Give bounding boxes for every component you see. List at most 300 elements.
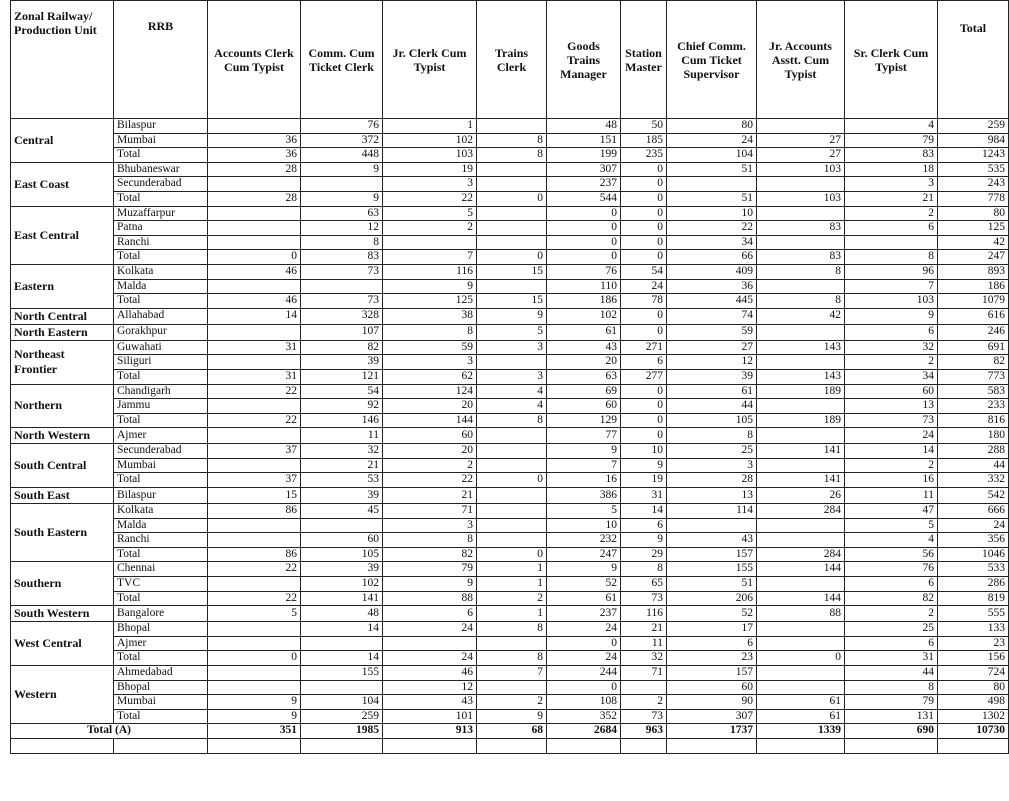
value-cell: 233 xyxy=(938,399,1009,414)
rrb-name-cell: Patna xyxy=(114,221,208,236)
value-cell: 24 xyxy=(383,651,477,666)
rrb-name-cell: Kolkata xyxy=(114,504,208,519)
value-cell: 5 xyxy=(383,206,477,221)
table-row xyxy=(11,577,1009,592)
value-cell: 778 xyxy=(938,191,1009,206)
value-cell: 11 xyxy=(621,636,667,651)
value-cell xyxy=(477,636,547,651)
value-cell: 232 xyxy=(547,533,621,548)
value-cell: 247 xyxy=(547,547,621,562)
value-cell: 129 xyxy=(547,413,621,428)
value-cell: 61 xyxy=(547,591,621,606)
rrb-name-cell: Mumbai xyxy=(114,695,208,710)
value-cell: 307 xyxy=(547,162,621,177)
table-row xyxy=(11,355,1009,370)
value-cell: 80 xyxy=(938,680,1009,695)
value-cell xyxy=(477,458,547,473)
value-cell: 125 xyxy=(383,294,477,309)
table-body xyxy=(11,119,1009,754)
value-cell: 984 xyxy=(938,133,1009,148)
table-row xyxy=(11,488,1009,504)
value-cell: 73 xyxy=(301,264,383,279)
value-cell: 157 xyxy=(667,666,757,681)
value-cell: 22 xyxy=(383,473,477,488)
value-cell: 6 xyxy=(621,355,667,370)
value-cell: 14 xyxy=(208,308,301,324)
zone-name-cell: East Coast xyxy=(11,162,114,206)
value-cell xyxy=(383,636,477,651)
value-cell: 31 xyxy=(845,651,938,666)
value-cell: 10 xyxy=(667,206,757,221)
value-cell xyxy=(757,206,845,221)
value-cell: 19 xyxy=(383,162,477,177)
value-cell: 7 xyxy=(383,250,477,265)
zone-name-cell: North Western xyxy=(11,428,114,444)
value-cell: 12 xyxy=(301,221,383,236)
value-cell: 9 xyxy=(477,709,547,724)
value-cell: 8 xyxy=(621,562,667,577)
recruitment-table-sheet xyxy=(10,0,1005,754)
value-cell: 0 xyxy=(621,177,667,192)
value-cell: 37 xyxy=(208,444,301,459)
zone-name-cell: East Central xyxy=(11,206,114,264)
value-cell: 4 xyxy=(845,119,938,134)
value-cell: 22 xyxy=(208,413,301,428)
value-cell: 2 xyxy=(845,606,938,622)
value-cell: 155 xyxy=(301,666,383,681)
value-cell: 83 xyxy=(301,250,383,265)
rrb-name-cell: Bangalore xyxy=(114,606,208,622)
value-cell: 0 xyxy=(621,250,667,265)
value-cell: 185 xyxy=(621,133,667,148)
value-cell: 32 xyxy=(621,651,667,666)
column-header-accounts-clerk: Accounts Clerk Cum Typist xyxy=(208,1,301,119)
value-cell: 121 xyxy=(301,369,383,384)
value-cell xyxy=(208,458,301,473)
value-cell: 21 xyxy=(845,191,938,206)
value-cell: 29 xyxy=(621,547,667,562)
value-cell xyxy=(757,355,845,370)
table-row xyxy=(11,279,1009,294)
value-cell: 21 xyxy=(383,488,477,504)
value-cell: 2 xyxy=(845,206,938,221)
column-header-comm-ticket-clerk: Comm. Cum Ticket Clerk xyxy=(301,1,383,119)
value-cell xyxy=(208,399,301,414)
value-cell: 90 xyxy=(667,695,757,710)
rrb-name-cell: TVC xyxy=(114,577,208,592)
value-cell: 52 xyxy=(667,606,757,622)
zone-total-row xyxy=(11,148,1009,163)
value-cell: 180 xyxy=(938,428,1009,444)
value-cell: 61 xyxy=(547,324,621,340)
zone-total-row xyxy=(11,369,1009,384)
rrb-name-cell: Total xyxy=(114,651,208,666)
grand-total-value-cell: 913 xyxy=(383,724,477,739)
value-cell: 83 xyxy=(757,250,845,265)
value-cell: 6 xyxy=(621,518,667,533)
value-cell: 36 xyxy=(208,133,301,148)
rrb-name-cell: Total xyxy=(114,250,208,265)
value-cell: 78 xyxy=(621,294,667,309)
rrb-name-cell: Ajmer xyxy=(114,636,208,651)
value-cell xyxy=(208,177,301,192)
value-cell: 18 xyxy=(845,162,938,177)
empty-cell xyxy=(301,738,383,753)
value-cell: 893 xyxy=(938,264,1009,279)
value-cell: 12 xyxy=(667,355,757,370)
value-cell: 27 xyxy=(757,148,845,163)
value-cell: 102 xyxy=(301,577,383,592)
column-header-station-master: Station Master xyxy=(621,1,667,119)
grand-total-label: Total (A) xyxy=(11,724,208,739)
rrb-name-cell: Total xyxy=(114,591,208,606)
rrb-name-cell: Jammu xyxy=(114,399,208,414)
value-cell: 6 xyxy=(845,324,938,340)
value-cell xyxy=(477,680,547,695)
value-cell: 691 xyxy=(938,340,1009,355)
value-cell: 9 xyxy=(383,279,477,294)
value-cell: 44 xyxy=(667,399,757,414)
value-cell: 0 xyxy=(477,547,547,562)
value-cell: 22 xyxy=(383,191,477,206)
value-cell: 24 xyxy=(938,518,1009,533)
value-cell xyxy=(757,279,845,294)
rrb-name-cell: Total xyxy=(114,294,208,309)
value-cell xyxy=(757,428,845,444)
value-cell xyxy=(477,177,547,192)
value-cell: 6 xyxy=(667,636,757,651)
value-cell xyxy=(757,636,845,651)
value-cell: 80 xyxy=(938,206,1009,221)
value-cell: 60 xyxy=(547,399,621,414)
value-cell: 141 xyxy=(301,591,383,606)
zone-name-cell: South East xyxy=(11,488,114,504)
zone-total-row xyxy=(11,709,1009,724)
value-cell: 104 xyxy=(667,148,757,163)
zone-total-row xyxy=(11,294,1009,309)
value-cell: 42 xyxy=(757,308,845,324)
value-cell xyxy=(477,518,547,533)
value-cell: 52 xyxy=(547,577,621,592)
value-cell xyxy=(621,680,667,695)
value-cell: 0 xyxy=(621,191,667,206)
value-cell xyxy=(757,680,845,695)
value-cell: 8 xyxy=(477,622,547,637)
value-cell: 284 xyxy=(757,547,845,562)
value-cell: 8 xyxy=(383,533,477,548)
column-header-total: Total xyxy=(938,1,1009,119)
value-cell xyxy=(208,324,301,340)
value-cell: 0 xyxy=(621,428,667,444)
value-cell: 3 xyxy=(667,458,757,473)
value-cell: 76 xyxy=(547,264,621,279)
value-cell xyxy=(301,680,383,695)
value-cell: 141 xyxy=(757,444,845,459)
empty-cell xyxy=(11,738,114,753)
zone-total-row xyxy=(11,651,1009,666)
value-cell xyxy=(208,636,301,651)
value-cell: 24 xyxy=(547,622,621,637)
grand-total-value-cell: 1339 xyxy=(757,724,845,739)
value-cell: 13 xyxy=(667,488,757,504)
value-cell: 0 xyxy=(621,221,667,236)
value-cell: 80 xyxy=(667,119,757,134)
column-header-jr-clerk: Jr. Clerk Cum Typist xyxy=(383,1,477,119)
rrb-name-cell: Total xyxy=(114,191,208,206)
value-cell xyxy=(757,177,845,192)
table-row xyxy=(11,680,1009,695)
value-cell: 0 xyxy=(547,250,621,265)
rrb-name-cell: Bilaspur xyxy=(114,119,208,134)
table-row xyxy=(11,458,1009,473)
value-cell: 15 xyxy=(477,264,547,279)
value-cell: 24 xyxy=(845,428,938,444)
value-cell: 59 xyxy=(383,340,477,355)
value-cell: 105 xyxy=(667,413,757,428)
value-cell: 186 xyxy=(938,279,1009,294)
value-cell: 102 xyxy=(547,308,621,324)
value-cell: 27 xyxy=(667,340,757,355)
value-cell: 31 xyxy=(208,369,301,384)
value-cell: 53 xyxy=(301,473,383,488)
table-row xyxy=(11,666,1009,681)
value-cell: 76 xyxy=(301,119,383,134)
rrb-name-cell: Chandigarh xyxy=(114,384,208,399)
value-cell: 9 xyxy=(208,695,301,710)
value-cell: 39 xyxy=(667,369,757,384)
value-cell: 2 xyxy=(845,355,938,370)
value-cell: 352 xyxy=(547,709,621,724)
value-cell: 0 xyxy=(621,162,667,177)
value-cell xyxy=(301,636,383,651)
value-cell: 7 xyxy=(845,279,938,294)
value-cell: 48 xyxy=(547,119,621,134)
value-cell xyxy=(757,666,845,681)
value-cell: 116 xyxy=(621,606,667,622)
value-cell: 39 xyxy=(301,488,383,504)
value-cell: 82 xyxy=(845,591,938,606)
rrb-name-cell: Kolkata xyxy=(114,264,208,279)
value-cell: 65 xyxy=(621,577,667,592)
value-cell: 583 xyxy=(938,384,1009,399)
value-cell: 82 xyxy=(383,547,477,562)
empty-cell xyxy=(477,738,547,753)
rrb-name-cell: Chennai xyxy=(114,562,208,577)
value-cell: 22 xyxy=(208,591,301,606)
value-cell: 555 xyxy=(938,606,1009,622)
value-cell: 1 xyxy=(477,562,547,577)
grand-total-value-cell: 963 xyxy=(621,724,667,739)
zone-name-cell: Southern xyxy=(11,562,114,606)
value-cell: 144 xyxy=(757,562,845,577)
value-cell: 8 xyxy=(667,428,757,444)
value-cell: 44 xyxy=(938,458,1009,473)
value-cell: 0 xyxy=(757,651,845,666)
value-cell: 133 xyxy=(938,622,1009,637)
value-cell: 131 xyxy=(845,709,938,724)
value-cell: 60 xyxy=(301,533,383,548)
value-cell: 61 xyxy=(667,384,757,399)
value-cell: 116 xyxy=(383,264,477,279)
value-cell: 8 xyxy=(757,264,845,279)
value-cell: 9 xyxy=(547,562,621,577)
rrb-name-cell: Ranchi xyxy=(114,235,208,250)
table-row xyxy=(11,133,1009,148)
value-cell: 141 xyxy=(757,473,845,488)
value-cell: 45 xyxy=(301,504,383,519)
zone-total-row xyxy=(11,547,1009,562)
value-cell: 46 xyxy=(383,666,477,681)
value-cell xyxy=(208,355,301,370)
empty-cell xyxy=(938,738,1009,753)
value-cell: 51 xyxy=(667,191,757,206)
rrb-name-cell: Guwahati xyxy=(114,340,208,355)
value-cell: 37 xyxy=(208,473,301,488)
value-cell: 206 xyxy=(667,591,757,606)
value-cell: 11 xyxy=(301,428,383,444)
table-row xyxy=(11,562,1009,577)
rrb-name-cell: Gorakhpur xyxy=(114,324,208,340)
value-cell: 62 xyxy=(383,369,477,384)
rrb-name-cell: Total xyxy=(114,547,208,562)
value-cell: 39 xyxy=(301,562,383,577)
value-cell: 43 xyxy=(667,533,757,548)
value-cell xyxy=(757,235,845,250)
value-cell: 56 xyxy=(845,547,938,562)
value-cell: 244 xyxy=(547,666,621,681)
value-cell: 88 xyxy=(757,606,845,622)
value-cell: 8 xyxy=(757,294,845,309)
value-cell xyxy=(208,666,301,681)
value-cell: 3 xyxy=(383,177,477,192)
table-row xyxy=(11,206,1009,221)
value-cell: 88 xyxy=(383,591,477,606)
value-cell: 386 xyxy=(547,488,621,504)
value-cell xyxy=(667,177,757,192)
rrb-name-cell: Malda xyxy=(114,279,208,294)
value-cell: 243 xyxy=(938,177,1009,192)
value-cell: 15 xyxy=(208,488,301,504)
value-cell: 7 xyxy=(547,458,621,473)
value-cell: 9 xyxy=(547,444,621,459)
value-cell: 79 xyxy=(845,695,938,710)
value-cell: 12 xyxy=(383,680,477,695)
value-cell: 409 xyxy=(667,264,757,279)
table-row xyxy=(11,221,1009,236)
value-cell: 27 xyxy=(757,133,845,148)
value-cell: 448 xyxy=(301,148,383,163)
value-cell: 60 xyxy=(383,428,477,444)
value-cell xyxy=(383,235,477,250)
value-cell: 17 xyxy=(667,622,757,637)
value-cell: 6 xyxy=(845,221,938,236)
rrb-column-header: RRB xyxy=(114,1,208,119)
table-row xyxy=(11,235,1009,250)
value-cell: 286 xyxy=(938,577,1009,592)
value-cell: 73 xyxy=(845,413,938,428)
value-cell: 103 xyxy=(383,148,477,163)
value-cell: 8 xyxy=(845,250,938,265)
value-cell: 246 xyxy=(938,324,1009,340)
value-cell: 816 xyxy=(938,413,1009,428)
value-cell xyxy=(477,355,547,370)
value-cell: 14 xyxy=(301,651,383,666)
grand-total-value-cell: 2684 xyxy=(547,724,621,739)
value-cell: 63 xyxy=(301,206,383,221)
value-cell: 186 xyxy=(547,294,621,309)
value-cell: 14 xyxy=(621,504,667,519)
value-cell: 542 xyxy=(938,488,1009,504)
value-cell: 724 xyxy=(938,666,1009,681)
value-cell: 102 xyxy=(383,133,477,148)
grand-total-value-cell: 1737 xyxy=(667,724,757,739)
value-cell: 1046 xyxy=(938,547,1009,562)
value-cell: 32 xyxy=(301,444,383,459)
value-cell: 666 xyxy=(938,504,1009,519)
empty-cell xyxy=(114,738,208,753)
zone-total-row xyxy=(11,413,1009,428)
value-cell: 5 xyxy=(845,518,938,533)
value-cell: 36 xyxy=(667,279,757,294)
value-cell xyxy=(757,119,845,134)
value-cell: 616 xyxy=(938,308,1009,324)
value-cell xyxy=(208,119,301,134)
value-cell: 110 xyxy=(547,279,621,294)
zone-name-cell: Northeast Frontier xyxy=(11,340,114,384)
value-cell: 61 xyxy=(757,709,845,724)
zone-total-row xyxy=(11,473,1009,488)
table-row xyxy=(11,533,1009,548)
value-cell: 9 xyxy=(621,458,667,473)
value-cell: 3 xyxy=(477,340,547,355)
value-cell: 372 xyxy=(301,133,383,148)
value-cell: 86 xyxy=(208,504,301,519)
column-header-sr-clerk: Sr. Clerk Cum Typist xyxy=(845,1,938,119)
empty-cell xyxy=(667,738,757,753)
value-cell: 1 xyxy=(477,606,547,622)
value-cell: 237 xyxy=(547,606,621,622)
value-cell: 8 xyxy=(301,235,383,250)
value-cell: 125 xyxy=(938,221,1009,236)
value-cell: 15 xyxy=(477,294,547,309)
value-cell: 146 xyxy=(301,413,383,428)
vacancy-table xyxy=(10,0,1009,754)
grand-total-value-cell: 68 xyxy=(477,724,547,739)
value-cell: 328 xyxy=(301,308,383,324)
rrb-name-cell: Bhubaneswar xyxy=(114,162,208,177)
value-cell: 0 xyxy=(477,250,547,265)
column-header-goods-trains-manager: Goods Trains Manager xyxy=(547,1,621,119)
zone-name-cell: West Central xyxy=(11,622,114,666)
value-cell: 356 xyxy=(938,533,1009,548)
value-cell xyxy=(208,206,301,221)
value-cell: 533 xyxy=(938,562,1009,577)
value-cell: 535 xyxy=(938,162,1009,177)
value-cell xyxy=(757,324,845,340)
value-cell: 20 xyxy=(547,355,621,370)
value-cell: 34 xyxy=(667,235,757,250)
empty-row xyxy=(11,738,1009,753)
value-cell: 4 xyxy=(477,399,547,414)
table-row xyxy=(11,177,1009,192)
value-cell xyxy=(477,279,547,294)
value-cell xyxy=(208,622,301,637)
value-cell: 3 xyxy=(383,518,477,533)
value-cell: 73 xyxy=(301,294,383,309)
value-cell: 277 xyxy=(621,369,667,384)
value-cell xyxy=(301,279,383,294)
rrb-name-cell: Bhopal xyxy=(114,622,208,637)
